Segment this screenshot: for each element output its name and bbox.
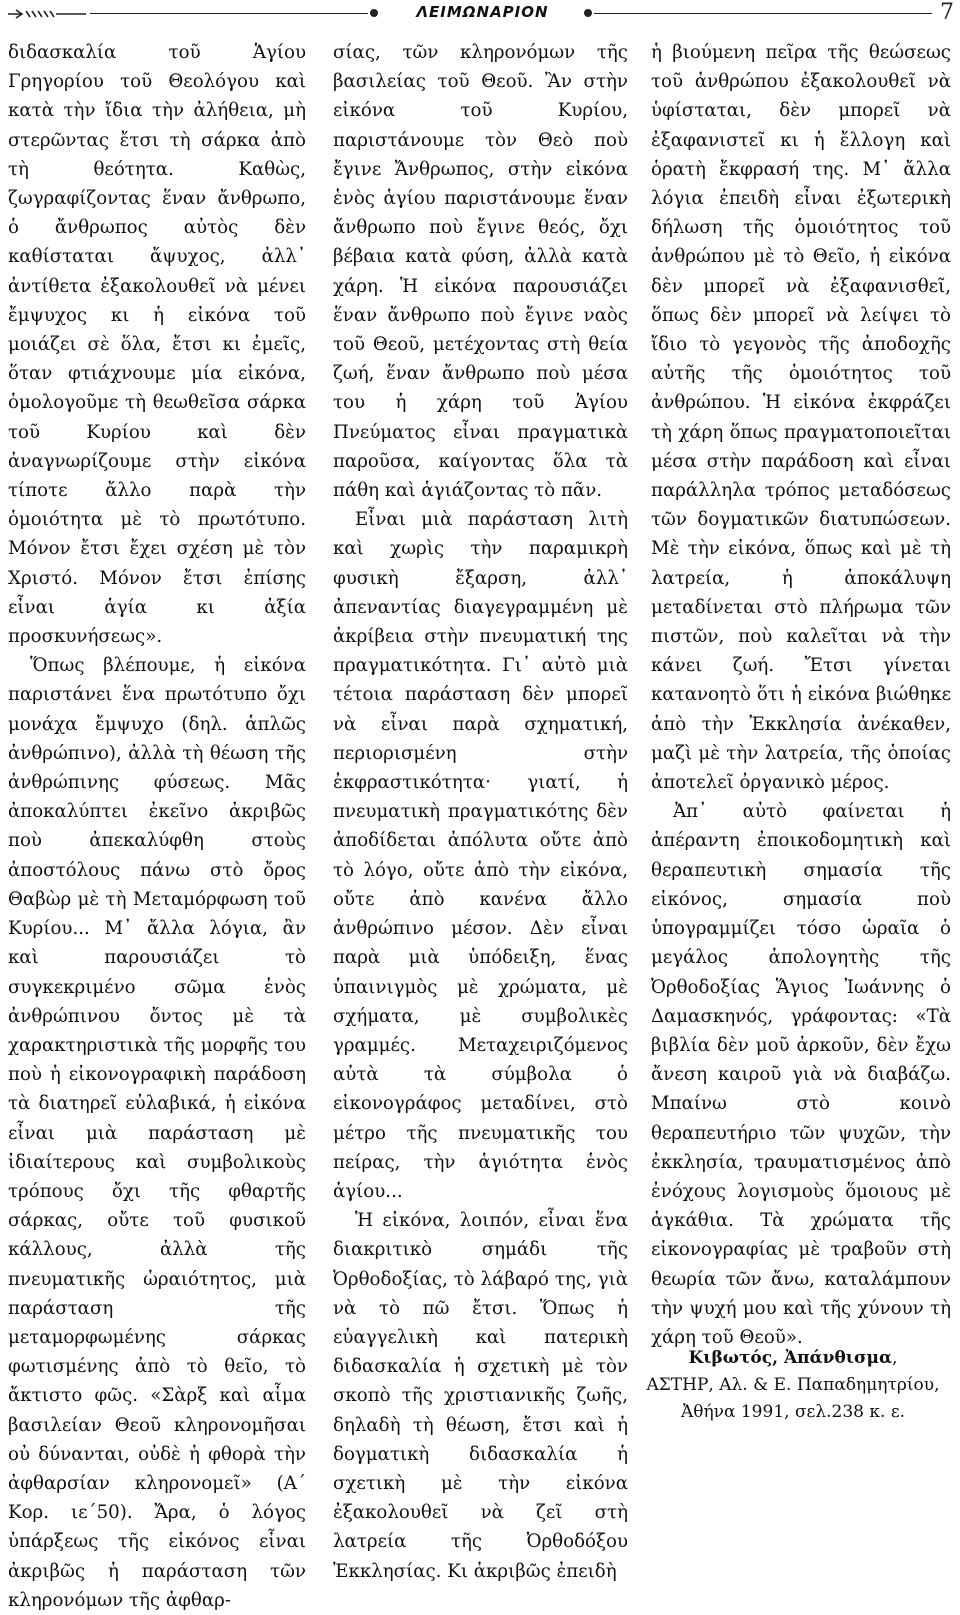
paragraph: ἡ βιούμενη πεῖρα τῆς θεώσεως τοῦ ἀνθρώπου ἐξακολουθεῖ νὰ ὑφίσταται, δὲν μπορεῖ νὰ ἐξαφανιστεῖ κι ἡ ἔλλογη καὶ ὁρατὴ ἔκφρασή της. Μ᾽ ἄλλα λόγια ἐπειδὴ εἶναι ἐξωτερικὴ δήλωση τῆς ὁμοιότητος τοῦ ἀνθρώπου μὲ τὸ Θεῖο, ἡ εἰκόνα δὲν μπορεῖ νὰ ἐξαφανισθεῖ, ὅπως δὲν μπορεῖ νὰ λείψει τὸ ἴδιο τὸ γεγονὸς τῆς ἀποδοχῆς αὐτῆς τῆς ὁμοιότητος τοῦ ἀνθρώπου. Ἡ εἰκόνα ἐκφράζει τὴ χάρη ὅπως πραγματοποιεῖται μέσα στὴν παράδοση καὶ εἶναι παράλληλα τρόπος μεταδόσεως τῶν δογματικῶν διατυπώσεων. Μὲ τὴν εἰκόνα, ὅπως καὶ μὲ τὴ λατρεία, ἡ ἀποκάλυψη μεταδίνεται στὸ πλήρωμα τῶν πιστῶν, ποὺ καλεῖται νὰ τὴν κάνει ζωή. Ἔτσι γίνεται κατανοητὸ ὅτι ἡ εἰκόνα βιώθηκε ἀπὸ τὴν Ἐκκλησία ἀνέκαθεν, μαζὶ μὲ τὴν λατρεία, τῆς ὁποίας ἀποτελεῖ ὀργανικὸ μέρος. bbox=[651, 42, 951, 794]
header-rule-left bbox=[90, 13, 368, 14]
paragraph: Ἀπ᾽ αὐτὸ φαίνεται ἡ ἀπέραντη ἐποικοδομητικὴ καὶ θεραπευτικὴ σημασία τῆς εἰκόνος, σημασία ποὺ ὑπογραμμίζει τόσο ὡραῖα ὁ μεγάλος ἀπολογητὴς τῆς Ὀρθοδοξίας Ἅγιος Ἰωάννης ὁ Δαμασκηνός, γράφοντας: «Τὰ βιβλία δὲν μοῦ ἀρκοῦν, δὲν ἔχω ἄνεση καιροῦ γιὰ νὰ διαβάζω. Μπαίνω στὸ κοινὸ θεραπευτήριο τῶν ψυχῶν, τὴν ἐκκλησία, τραυματισμένος ἀπὸ ἐνόχους λογισμοὺς ὅμοιους μὲ ἀγκάθια. Τὰ χρώματα τῆς εἰκονογραφίας μὲ τραβοῦν στὴ θεωρία τῶν ἄνω, καταλάμπουν τὴν ψυχή μου καὶ τῆς χύνουν τὴ χάρη τοῦ Θεοῦ». bbox=[651, 801, 951, 1348]
paragraph: Ὅπως βλέπουμε, ἡ εἰκόνα παριστάνει ἕνα πρωτότυπο ὄχι μονάχα ἔμψυχο (δηλ. ἁπλῶς ἀνθρώπινο), ἀλλὰ τὴ θέωση τῆς ἀνθρώπινης φύσεως. Μᾶς ἀποκαλύπτει ἐκεῖνο ἀκριβῶς ποὺ ἀπεκαλύφθη στοὺς ἀποστόλους πάνω στὸ ὄρος Θαβὼρ μὲ τὴ Μεταμόρφωση τοῦ Κυρίου... Μ᾽ ἄλλα λόγια, ἂν καὶ παρουσιάζει τὸ συγκεκριμένο σῶμα ἑνὸς ἀνθρώπινου ὄντος μὲ τὰ χαρακτηριστικὰ τῆς μορφῆς του ποὺ ἡ εἰκονογραφικὴ παράδοση τὰ διατηρεῖ εὐλαβικά, ἡ εἰκόνα εἶναι μιὰ παράσταση μὲ ἰδιαίτερους καὶ συμβολικοὺς τρόπους ὄχι τῆς φθαρτῆς σάρκας, οὔτε τοῦ φυσικοῦ κάλλους, ἀλλὰ τῆς πνευματικῆς ὡραιότητος, μιὰ παράσταση τῆς μεταμορφωμένης σάρκας φωτισμένης ἀπὸ τὸ θεῖο, τὸ ἄκτιστο φῶς. «Σὰρξ καὶ αἷμα βασιλείαν Θεοῦ κληρονομῆσαι οὐ δύνανται, οὐδὲ ἡ φθορὰ τὴν ἀφθαρσίαν κληρονομεῖ» (Α΄ Κορ. ιε΄50). Ἄρα, ὁ λόγος ὑπάρξεως τῆς εἰκόνος εἶναι ἀκριβῶς ἡ παράσταση τῶν κληρονόμων τῆς ἀφθαρ- bbox=[8, 655, 306, 1611]
paragraph: διδασκαλία τοῦ Ἁγίου Γρηγορίου τοῦ Θεολόγου καὶ κατὰ τὴν ἴδια τὴν ἀλήθεια, μὴ στερῶντας ἔτσι τὴ σάρκα ἀπὸ τὴ θεότητα. Καθὼς, ζωγραφίζοντας ἕναν ἄνθρωπο, ὁ ἄνθρωπος αὐτὸς δὲν καθίσταται ἄψυχος, ἀλλ᾽ ἀντίθετα ἐξακολουθεῖ νὰ μένει ἔμψυχος κι ἡ εἰκόνα τοῦ μοιάζει σὲ ὅλα, ἔτσι κι ἐμεῖς, ὅταν φτιάχνουμε μία εἰκόνα, ὁμολογοῦμε τὴ θεωθεῖσα σάρκα τοῦ Κυρίου καὶ δὲν ἀναγνωρίζουμε στὴν εἰκόνα τίποτε ἄλλο παρὰ τὴν ὁμοιότητα μὲ τὸ πρωτότυπο. Μόνον ἔτσι ἔχει σχέση μὲ τὸν Χριστό. Μόνον ἔτσι ἐπίσης εἶναι ἁγία κι ἀξία προσκυνήσεως». bbox=[8, 42, 306, 648]
header-dot-left bbox=[370, 9, 378, 17]
article-body bbox=[8, 38, 952, 1611]
header-rule-right bbox=[594, 13, 932, 14]
paragraph: Ἡ εἰκόνα, λοιπόν, εἶναι ἕνα διακριτικὸ σημάδι τῆς Ὀρθοδοξίας, τὸ λάβαρό της, γιὰ νὰ τὸ πῶ ἔτσι. Ὅπως ἡ εὐαγγελικὴ καὶ πατερικὴ διδασκαλία ἡ σχετικὴ μὲ τὸν σκοπὸ τῆς χριστιανικῆς ζωῆς, δηλαδὴ τὴ θέωση, ἔτσι καὶ ἡ δογματικὴ διδασκαλία ἡ σχετικὴ μὲ τὴν εἰκόνα ἐξακολουθεῖ νὰ ζεῖ στὴ λατρεία τῆς Ὀρθοδόξου Ἐκκλησίας. Κι ἀκριβῶς ἐπειδὴ bbox=[333, 1210, 628, 1582]
paragraph: σίας, τῶν κληρονόμων τῆς βασιλείας τοῦ Θεοῦ. Ἂν στὴν εἰκόνα τοῦ Κυρίου, παριστάνουμε τὸν Θεὸ ποὺ ἔγινε Ἄνθρωπος, στὴν εἰκόνα ἑνὸς ἁγίου παριστάνουμε ἕναν ἄνθρωπο ποὺ ἔγινε θεός, ὄχι βέβαια κατὰ φύση, ἀλλὰ κατὰ χάρη. Ἡ εἰκόνα παρουσιάζει ἕναν ἄνθρωπο ποὺ ἔγινε ναὸς τοῦ Θεοῦ, μετέχοντας στὴ θεία ζωή, ἕναν ἄνθρωπο ποὺ μέσα του ἡ χάρη τοῦ Ἁγίου Πνεύματος εἶναι πραγματικὰ παροῦσα, καίγοντας ὅλα τὰ πάθη καὶ ἁγιάζοντας τὸ πᾶν. bbox=[333, 42, 628, 502]
citation-comma: , bbox=[892, 1348, 898, 1368]
citation-line-1 bbox=[643, 1345, 943, 1372]
citation-line-3: Ἀθήνα 1991, σελ.238 κ. ε. bbox=[680, 1402, 906, 1422]
page-header bbox=[0, 0, 960, 28]
column-3 bbox=[651, 38, 951, 1352]
paragraph: Εἶναι μιὰ παράσταση λιτὴ καὶ χωρὶς τὴν παραμικρὴ φυσικὴ ἔξαρση, ἀλλ᾽ ἀπεναντίας διαγεγραμμένη μὲ ἀκρίβεια στὴν πνευματική της πραγματικότητα. Γι᾽ αὐτὸ μιὰ τέτοια παράσταση δὲν μπορεῖ νὰ εἶναι παρὰ σχηματική, περιορισμένη στὴν ἐκφραστικότητα· γιατί, ἡ πνευματικὴ πραγματικότης δὲν ἀποδίδεται ἀπόλυτα οὔτε ἀπὸ τὸ λόγο, οὔτε ἀπὸ τὴν εἰκόνα, οὔτε ἀπὸ κανένα ἄλλο ἀνθρώπινο μέσον. Δὲν εἶναι παρὰ μιὰ ὑπόδειξη, ἕνας ὑπαινιγμὸς μὲ χρώματα, μὲ σχήματα, μὲ συμβολικὲς γραμμές. Μεταχειριζόμενος αὐτὰ τὰ σύμβολα ὁ εἰκονογράφος μεταδίνει, στὸ μέτρο τῆς πνευματικῆς του πείρας, τὴν ἁγιότητα ἑνὸς ἁγίου... bbox=[333, 509, 628, 1202]
source-citation bbox=[643, 1345, 943, 1426]
decorative-ornament-icon bbox=[6, 8, 88, 20]
page-number: 7 bbox=[940, 0, 954, 25]
citation-line-2: ΑΣΤΗΡ, Αλ. & Ε. Παπαδημητρίου, bbox=[646, 1375, 940, 1395]
journal-title: ΛΕΙΜΩΝΑΡΙΟΝ bbox=[416, 3, 549, 21]
citation-source-title: Κιβωτός, Ἀπάνθισμα bbox=[688, 1348, 893, 1368]
header-dot-right bbox=[584, 9, 592, 17]
column-1 bbox=[8, 38, 306, 1615]
column-2 bbox=[333, 38, 628, 1586]
